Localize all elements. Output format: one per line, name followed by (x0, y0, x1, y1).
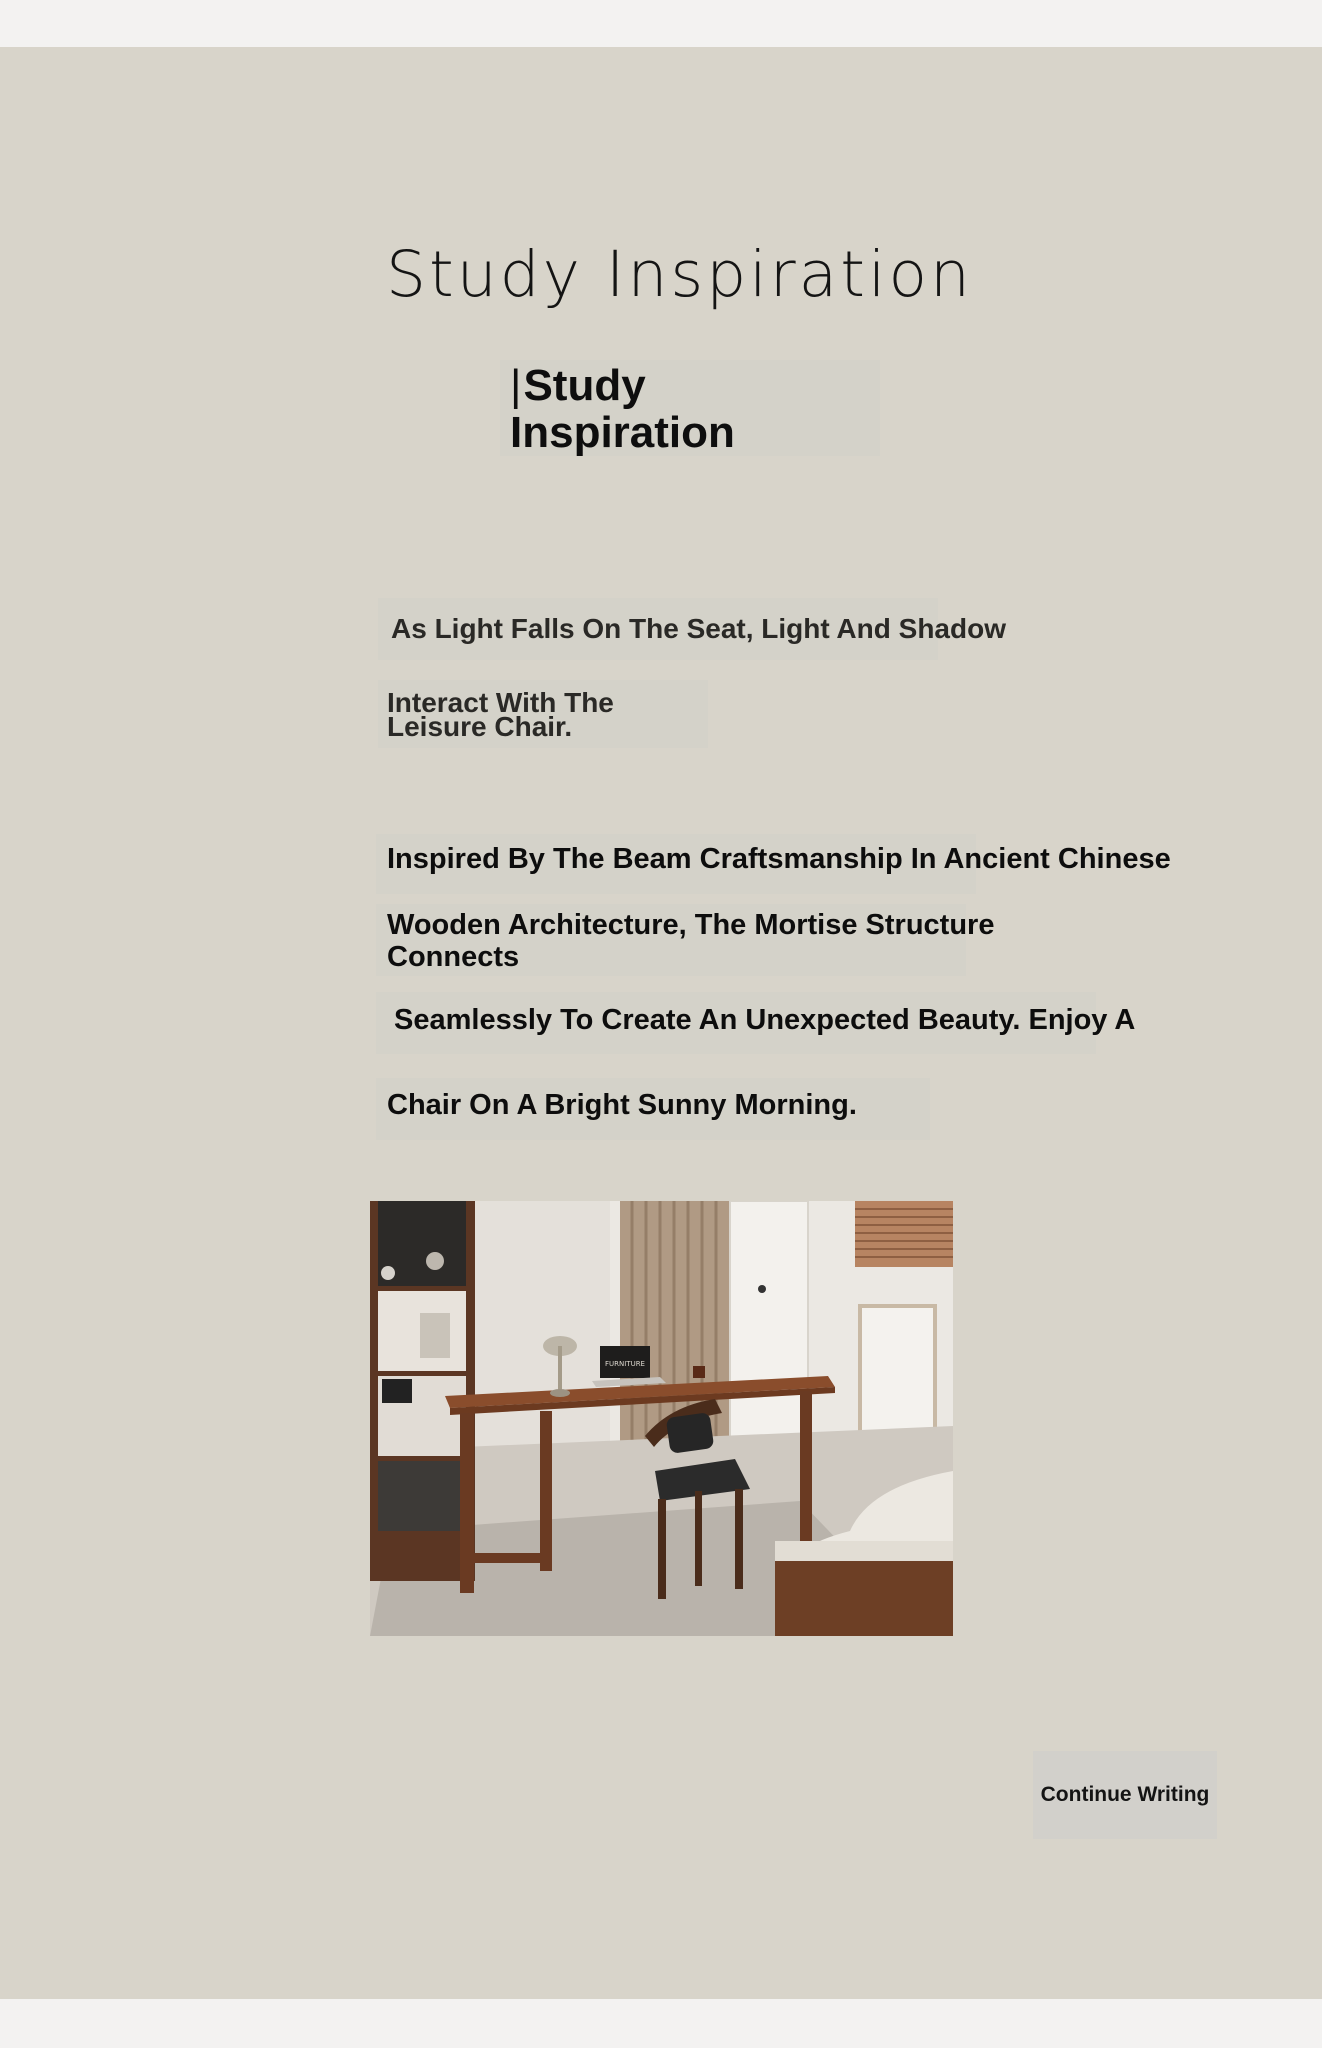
paragraph-2-line: Chair On A Bright Sunny Morning. (387, 1089, 857, 1121)
heading-line-1: Study (523, 361, 646, 410)
paragraph-2-line: Seamlessly To Create An Unexpected Beauty. Enjoy A (394, 1004, 1136, 1036)
brand-title: Study Inspiration (386, 238, 973, 311)
text-caret: | (510, 361, 522, 410)
paragraph-1-line: As Light Falls On The Seat, Light And Shadow (391, 613, 1006, 644)
paragraph-2-line: Inspired By The Beam Craftsmanship In Ancient Chinese (387, 843, 1171, 875)
study-room-photo (370, 1201, 953, 1636)
continue-writing-button[interactable]: Continue Writing (1033, 1751, 1217, 1839)
heading-line-2: Inspiration (510, 408, 735, 457)
article-heading[interactable] (510, 362, 850, 456)
laptop-screen-text: FURNITURE (604, 1360, 646, 1368)
paragraph-1-line: Interact With The (387, 687, 614, 718)
paragraph-2-line: Connects (387, 941, 520, 973)
paragraph-1-line: Leisure Chair. (387, 711, 573, 742)
paragraph-2-line: Wooden Architecture, The Mortise Structure (387, 909, 995, 941)
